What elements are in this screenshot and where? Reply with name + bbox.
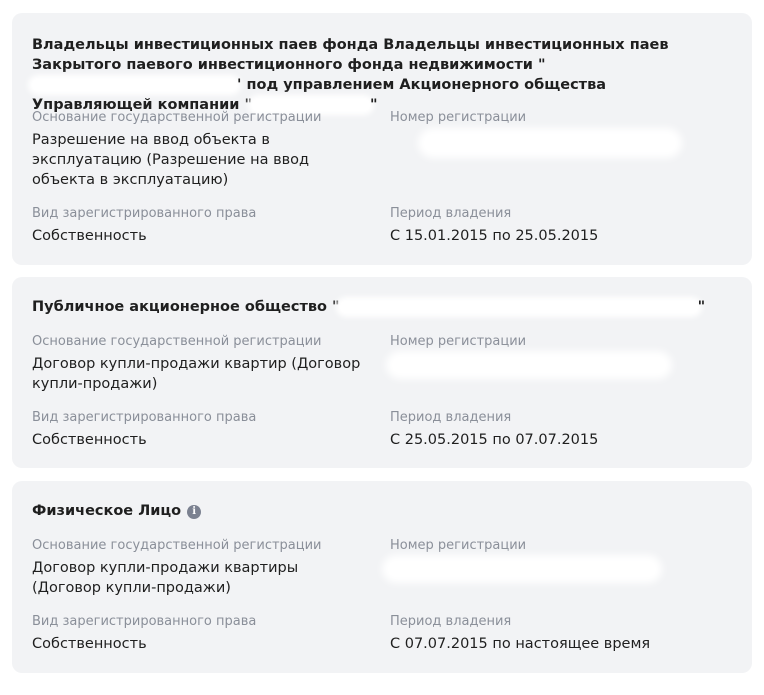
- right-type-value: Собственность: [32, 228, 147, 244]
- ownership-period-label: Период владения: [390, 410, 512, 425]
- ownership-period-value: С 07.07.2015 по настоящее время: [390, 636, 651, 652]
- redacted-registration-number: [388, 561, 656, 577]
- owner-name: [32, 35, 726, 115]
- owner-name: [32, 297, 726, 317]
- ownership-record-card: [12, 277, 752, 468]
- owner-name-part: Публичное акционерное общество ": [32, 299, 340, 315]
- right-type-value: Собственность: [32, 432, 147, 448]
- owner-name-part: ": [370, 97, 378, 113]
- owner-name-part: Владельцы инвестиционных паев фонда Владельцы инвестиционных паев Закрытого паевого инвестиционного фонда недвижимости ": [32, 37, 669, 73]
- ownership-record-card: [12, 481, 752, 673]
- redacted-text: [340, 301, 698, 313]
- registration-number-label: Номер регистрации: [390, 110, 527, 125]
- ownership-period-value: С 25.05.2015 по 07.07.2015: [390, 432, 599, 448]
- registration-basis-value: Договор купли-продажи квартир (Договор купли-продажи): [32, 356, 361, 392]
- owner-name: [32, 501, 726, 521]
- info-icon[interactable]: i: [187, 505, 201, 519]
- ownership-period-value: С 15.01.2015 по 25.05.2015: [390, 228, 599, 244]
- redacted-registration-number: [392, 357, 666, 373]
- registration-basis-label: Основание государственной регистрации: [32, 538, 322, 553]
- registration-basis-value: Разрешение на ввод объекта в эксплуатацию (Разрешение на ввод объекта в эксплуатацию): [32, 132, 310, 188]
- registration-basis-value: Договор купли-продажи квартиры (Договор купли-продажи): [32, 560, 299, 596]
- redacted-text: [32, 79, 237, 91]
- ownership-period-label: Период владения: [390, 614, 512, 629]
- owner-name-part: ' под управлением Акционерного общества Управляющей компании ": [32, 77, 607, 113]
- owner-name-part: ": [697, 299, 706, 315]
- registration-number-label: Номер регистрации: [390, 334, 527, 349]
- redacted-registration-number: [424, 134, 676, 152]
- right-type-label: Вид зарегистрированного права: [32, 206, 257, 221]
- ownership-record-card: [12, 13, 752, 265]
- registration-basis-label: Основание государственной регистрации: [32, 334, 322, 349]
- right-type-label: Вид зарегистрированного права: [32, 410, 257, 425]
- right-type-label: Вид зарегистрированного права: [32, 614, 257, 629]
- registration-number-label: Номер регистрации: [390, 538, 527, 553]
- registration-basis-label: Основание государственной регистрации: [32, 110, 322, 125]
- right-type-value: Собственность: [32, 636, 147, 652]
- ownership-period-label: Период владения: [390, 206, 512, 221]
- owner-name-text: Физическое Лицо: [32, 503, 182, 519]
